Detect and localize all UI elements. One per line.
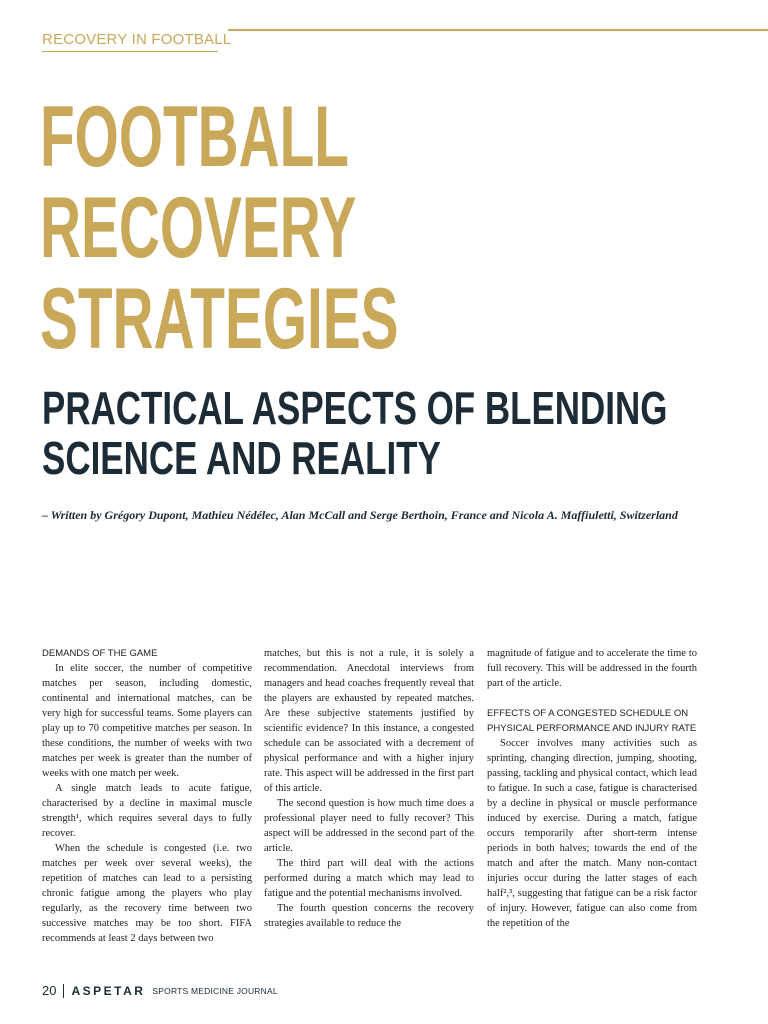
footer-divider (63, 984, 64, 998)
paragraph: In elite soccer, the number of competitive matches per season, including domestic, continental and international matches, can be very high for successful teams. Some players can play up to 70 competitive matches per season. In these conditions, the number of weeks with two matches per week is greater than the number of weeks with one match per week. (42, 663, 252, 779)
header-rule (228, 29, 768, 31)
title-line: STRATEGIES (40, 271, 399, 367)
body-column-3 (487, 646, 697, 931)
paragraph: A single match leads to acute fatigue, characterised by a decline in maximal muscle strength¹, which requires several days to fully recover. (42, 783, 252, 839)
section-label-underline (42, 51, 218, 52)
page-number: 20 (42, 983, 57, 998)
section-label: RECOVERY IN FOOTBALL (42, 31, 232, 48)
paragraph: The third part will deal with the actions performed during a match which may lead to fatigue and the potential mechanisms involved. (264, 858, 474, 899)
journal-name: SPORTS MEDICINE JOURNAL (152, 985, 278, 996)
paragraph: Soccer involves many activities such as sprinting, changing direction, jumping, shooting, passing, tackling and physical contact, which lead to fatigue. In such a case, fatigue is characterised by a decline in physical or muscle performance induced by exercise. During a match, fatigue occurs temporarily after short-term intense periods in both halves; towards the end of the match and after the match. Many non-contact injuries occur during the latter stages of each half²,³, suggesting that fatigue can be a risk factor of injury. However, fatigue can also come from the repetition of the (487, 738, 697, 929)
section-heading: EFFECTS OF A CONGESTED SCHEDULE ON PHYSICAL PERFORMANCE AND INJURY RATE (487, 708, 697, 734)
author-byline: – Written by Grégory Dupont, Mathieu Nédélec, Alan McCall and Serge Berthoin, France and Nicola A. Maffiuletti, Switzerland (42, 508, 678, 522)
title-line: RECOVERY (40, 180, 357, 276)
page-footer (42, 983, 278, 998)
subtitle-line: SCIENCE AND REALITY (42, 432, 441, 484)
subtitle-line: PRACTICAL ASPECTS OF BLENDING (42, 382, 668, 434)
article-subtitle (42, 383, 667, 483)
article-title (40, 89, 399, 367)
body-column-1 (42, 646, 252, 946)
paragraph: The second question is how much time does a professional player need to fully recover? This aspect will be addressed in the second part of the article. (264, 798, 474, 854)
article-body (42, 646, 700, 961)
body-column-2 (264, 646, 474, 931)
paragraph-spacer (487, 691, 697, 706)
paragraph: When the schedule is congested (i.e. two matches per week over several weeks), the repetition of matches can lead to a persisting chronic fatigue among the players who play regularly, as the recovery time between two successive matches may be too short. FIFA recommends at least 2 days between two (42, 843, 252, 944)
paragraph: magnitude of fatigue and to accelerate the time to full recovery. This will be addressed in the fourth part of the article. (487, 648, 697, 689)
paragraph: matches, but this is not a rule, it is solely a recommendation. Anecdotal interviews from managers and head coaches frequently reveal that the players are exhausted by repeated matches. Are these subjective statements justified by scientific evidence? In this instance, a congested schedule can be associated with a decrement of physical performance and with a higher injury rate. This aspect will be addressed in the first part of this article. (264, 648, 474, 794)
section-heading: DEMANDS OF THE GAME (42, 648, 158, 659)
brand-logo: ASPETAR (71, 983, 146, 998)
title-line: FOOTBALL (40, 89, 349, 185)
paragraph: The fourth question concerns the recovery strategies available to reduce the (264, 903, 474, 929)
